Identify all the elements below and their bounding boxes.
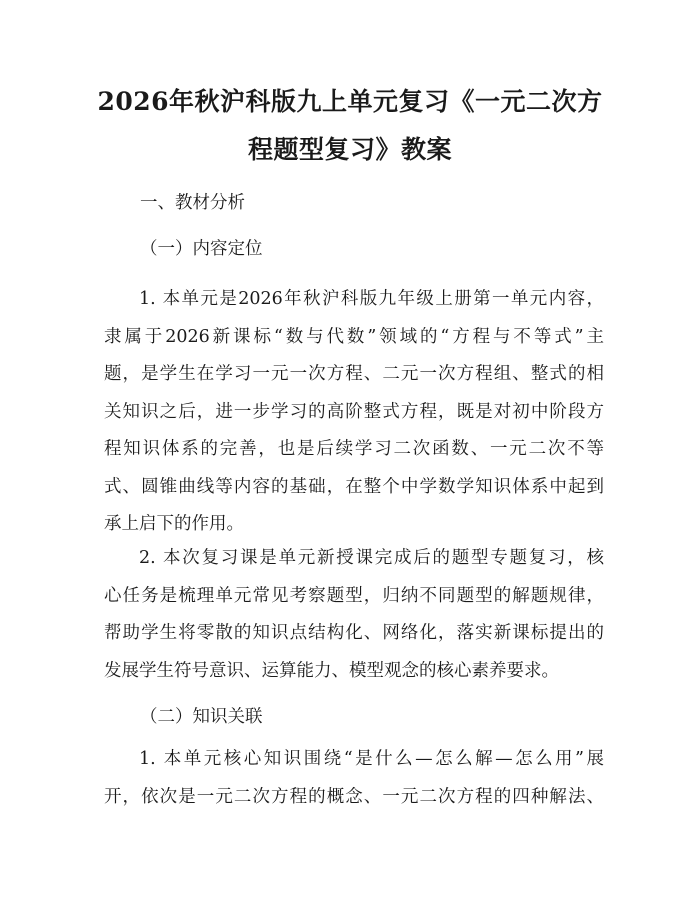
paragraph-line: 题，是学生在学习一元一次方程、二元一次方程组、整式的相	[104, 364, 604, 384]
paragraph-core-knowledge	[104, 741, 604, 816]
paragraph-line: 1. 本单元是2026年秋沪科版九年级上册第一单元内容，	[139, 289, 604, 309]
paragraph-line: 帮助学生将零散的知识点结构化、网络化，落实新课标提出的	[104, 623, 604, 643]
paragraph-line: 2. 本次复习课是单元新授课完成后的题型专题复习，核	[139, 548, 604, 568]
subsection-heading-knowledge-links: （二）知识关联	[140, 707, 263, 727]
paragraph-line: 式、圆锥曲线等内容的基础，在整个中学数学知识体系中起到	[104, 476, 604, 497]
subsection-heading-content-positioning: （一）内容定位	[140, 239, 263, 259]
paragraph-line: 开，依次是一元二次方程的概念、一元二次方程的四种解法、	[104, 786, 604, 807]
paragraph-line: 隶属于2026新课标“数与代数”领域的“方程与不等式”主	[104, 326, 604, 347]
paragraph-line: 心任务是梳理单元常见考察题型，归纳不同题型的解题规律，	[104, 585, 604, 606]
paragraph-line: 程知识体系的完善，也是后续学习二次函数、一元二次不等	[104, 439, 604, 459]
paragraph-line: 承上启下的作用。	[104, 514, 244, 534]
document-title-line-2: 程题型复习》教案	[247, 135, 452, 164]
document-title-line-1: 2026年秋沪科版九上单元复习《一元二次方	[97, 87, 603, 116]
paragraph-line: 关知识之后，进一步学习的高阶整式方程，既是对初中阶段方	[104, 401, 604, 422]
paragraph-line: 1. 本单元核心知识围绕“是什么—怎么解—怎么用”展	[139, 749, 604, 769]
paragraph-review-task	[104, 540, 604, 690]
paragraph-unit-positioning	[104, 281, 604, 544]
section-heading-textbook-analysis: 一、教材分析	[140, 193, 245, 213]
paragraph-line: 发展学生符号意识、运算能力、模型观念的核心素养要求。	[104, 660, 559, 681]
